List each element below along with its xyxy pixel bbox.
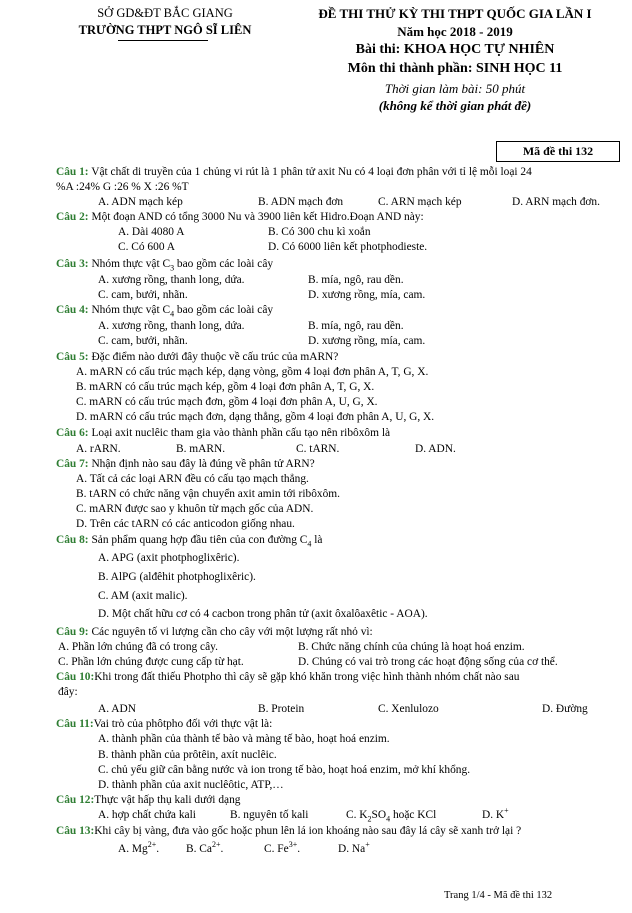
school-underline [118,40,208,41]
question-label: Câu 12: [56,794,95,806]
question-text: Vật chất di truyền của 1 chủng vi rút là 1 phân tử axit Nu có 4 loại đơn phân với tỉ lệ mỗi loại 24 [91,166,532,178]
subject-name: KHOA HỌC TỰ NHIÊN [403,42,555,57]
option-c [264,840,301,855]
option-a: A. ADN [98,703,136,715]
superscript: 2+ [211,840,221,850]
question-label: Câu 10: [56,671,95,683]
question-9 [56,626,373,638]
option-d [482,806,509,821]
question-13 [56,825,521,837]
question-text: Khi trong đất thiếu Photpho thì cây sẽ gặp khó khăn trong việc hình thành nhóm chất nào sau [94,671,520,683]
option-d: D. Có 6000 liên kết photphodieste. [268,241,428,253]
subscript: 4 [307,539,312,549]
option-d: D. mARN có cấu trúc mạch đơn, dạng thẳng, gồm 4 loại đơn phân A, U, G, X. [76,411,435,423]
subscript: 4 [386,814,391,824]
option-c: C. Xenlulozo [378,703,439,715]
option-b: B. mARN có cấu trúc mạch kép, gồm 4 loại đơn phân A, T, G, X. [76,381,375,393]
question-text: Nhận định nào sau đây là đúng về phân tử ARN? [91,458,315,470]
page-footer: Trang 1/4 - Mã đề thi 132 [444,890,553,901]
option-d: D. thành phần của axit nuclêôtic, ATP,… [98,779,284,791]
question-text: Nhóm thực vật C [91,304,171,316]
option-text: D. Na [338,843,366,855]
option-c: C. tARN. [296,443,340,455]
question-label: Câu 5: [56,351,89,363]
option-c: C. Phần lớn chúng được cung cấp từ hạt. [58,656,244,668]
option-text: C. K [346,809,368,821]
exam-title: ĐỀ THI THỬ KỲ THI THPT QUỐC GIA LẦN I [318,6,592,21]
option-a: A. Dài 4080 A [118,226,185,238]
question-10 [56,671,519,683]
option-c: C. chủ yếu giữ cân bằng nước và ion trong tế bào, hoạt hoá enzim, mở khí khổng. [98,764,471,776]
component-prefix: Môn thi thành phần: [347,61,473,76]
question-12 [56,794,240,806]
option-c: C. mARN có cấu trúc mạch đơn, gồm 4 loại đơn phân A, U, G, X. [76,396,378,408]
option-a: A. rARN. [76,443,121,455]
department-name: SỞ GD&ĐT BẮC GIANG [97,6,233,20]
option-b [186,840,224,855]
question-label: Câu 7: [56,458,89,470]
superscript: 3+ [288,840,298,850]
superscript: + [365,840,370,850]
option-text: hoặc KCl [390,809,437,821]
option-text: B. Ca [186,843,212,855]
question-text-cont: %A :24% G :26 % X :26 %T [56,181,189,193]
option-a: A. Phần lớn chúng đã có trong cây. [58,641,218,653]
option-c: C. AM (axit malic). [98,590,188,602]
question-7 [56,458,315,470]
option-c: C. Có 600 A [118,241,175,253]
question-8 [56,534,323,549]
option-d: D. xương rồng, mía, cam. [308,335,426,347]
option-d: D. Một chất hữu cơ có 4 cacbon trong phân tử (axit ôxalôaxêtic - AOA). [98,608,428,620]
option-a [118,840,160,855]
option-b: B. ADN mạch đơn [258,196,344,208]
option-b: B. AlPG (alđêhit photphoglixêric). [98,571,256,583]
option-b: B. nguyên tố kali [230,809,309,821]
option-b: B. tARN có chức năng vận chuyển axit amin tới ribôxôm. [76,488,341,500]
question-text-end: bao gồm các loài cây [174,304,274,316]
question-text-end: là [311,534,323,546]
question-label: Câu 1: [56,166,89,178]
option-a: A. xương rồng, thanh long, dứa. [98,274,245,286]
question-label: Câu 11: [56,718,94,730]
question-1 [56,166,532,178]
option-b: B. mARN. [176,443,226,455]
option-d: D. ADN. [415,443,456,455]
option-a: A. xương rồng, thanh long, dứa. [98,320,245,332]
question-text: Loại axit nuclêic tham gia vào thành phần cấu tạo nên ribôxôm là [91,427,391,439]
option-d: D. Đường [542,703,588,715]
option-text: D. K [482,809,505,821]
question-6 [56,427,390,439]
question-text: Đặc điểm nào dưới đây thuộc về cấu trúc của mARN? [91,351,339,363]
question-label: Câu 9: [56,626,89,638]
option-c [346,809,437,824]
option-a: A. mARN có cấu trúc mạch kép, dạng vòng, gồm 4 loại đơn phân A, T, G, X. [76,366,429,378]
question-text: Sản phẩm quang hợp đầu tiên của con đường C [91,534,308,546]
superscript: 2+ [147,840,157,850]
question-text: Các nguyên tố vi lượng cần cho cây với một lượng rất nhỏ vì: [91,626,373,638]
option-text: SO [371,809,387,821]
question-text-end: bao gồm các loài cây [174,258,274,270]
question-label: Câu 8: [56,534,89,546]
option-a: A. APG (axit photphoglixêric). [98,552,240,564]
option-text: . [156,843,160,855]
option-a: A. Tất cả các loại ARN đều có cấu tạo mạch thẳng. [76,473,309,485]
option-d [338,840,370,855]
question-5 [56,351,338,363]
subject-line [290,42,620,58]
question-11 [56,718,272,730]
question-label: Câu 3: [56,258,89,270]
component-name: SINH HỌC 11 [476,61,563,76]
option-b: B. mía, ngô, rau dền. [308,274,404,286]
option-text: . [220,843,224,855]
question-label: Câu 2: [56,211,89,223]
option-a: A. hợp chất chứa kali [98,809,196,821]
subscript: 4 [170,309,175,319]
subject-prefix: Bài thi: [355,42,401,57]
option-text: . [297,843,301,855]
option-d: D. ARN mạch đơn. [512,196,600,208]
question-4 [56,304,274,319]
question-3 [56,258,274,273]
option-text: A. Mg [118,843,148,855]
question-text: Thực vật hấp thụ kali dưới dạng [94,794,241,806]
option-d: D. xương rồng, mía, cam. [308,289,426,301]
exam-time-note: (không kể thời gian phát đề) [378,98,532,113]
subscript: 3 [170,263,175,273]
subscript: 2 [367,814,372,824]
option-d: D. Trên các tARN có các anticodon giống nhau. [76,518,295,530]
option-text: C. Fe [264,843,289,855]
option-c: C. cam, bưởi, nhãn. [98,335,188,347]
option-b: B. Có 300 chu kì xoắn [268,226,371,238]
option-b: B. thành phần của prôtêin, axít nuclêic. [98,749,277,761]
option-c: C. mARN được sao y khuôn từ mạch gốc của ADN. [76,503,314,515]
question-2 [56,211,424,223]
option-c: C. ARN mạch kép [378,196,462,208]
option-a: A. thành phần của thành tế bào và màng tế bào, hoạt hoá enzim. [98,733,390,745]
question-text: Vai trò của phôtpho đối với thực vật là: [93,718,273,730]
question-label: Câu 6: [56,427,89,439]
question-text: Một đoạn AND có tổng 3000 Nu và 3900 liên kết Hidro.Đoạn AND này: [91,211,424,223]
option-a: A. ADN mạch kép [98,196,183,208]
option-b: B. Chức năng chính của chúng là hoạt hoá enzim. [298,641,525,653]
question-text-cont: đây: [58,686,78,698]
option-d: D. Chúng có vai trò trong các hoạt động sống của cơ thể. [298,656,558,668]
superscript: + [504,806,509,816]
option-b: B. mía, ngô, rau dền. [308,320,404,332]
exam-code: Mã đề thi 132 [522,144,594,158]
exam-time: Thời gian làm bài: 50 phút [384,81,526,96]
question-text: Khi cây bị vàng, đưa vào gốc hoặc phun lên lá ion khoáng nào sau đây lá cây sẽ xanh trở lại ? [94,825,522,837]
question-label: Câu 4: [56,304,89,316]
question-label: Câu 13: [56,825,95,837]
question-text: Nhóm thực vật C [91,258,171,270]
school-year: Năm học 2018 - 2019 [397,24,513,39]
option-b: B. Protein [258,703,305,715]
option-c: C. cam, bưởi, nhãn. [98,289,188,301]
component-line [290,61,620,77]
school-name: TRƯỜNG THPT NGÔ SĨ LIÊN [78,23,252,37]
